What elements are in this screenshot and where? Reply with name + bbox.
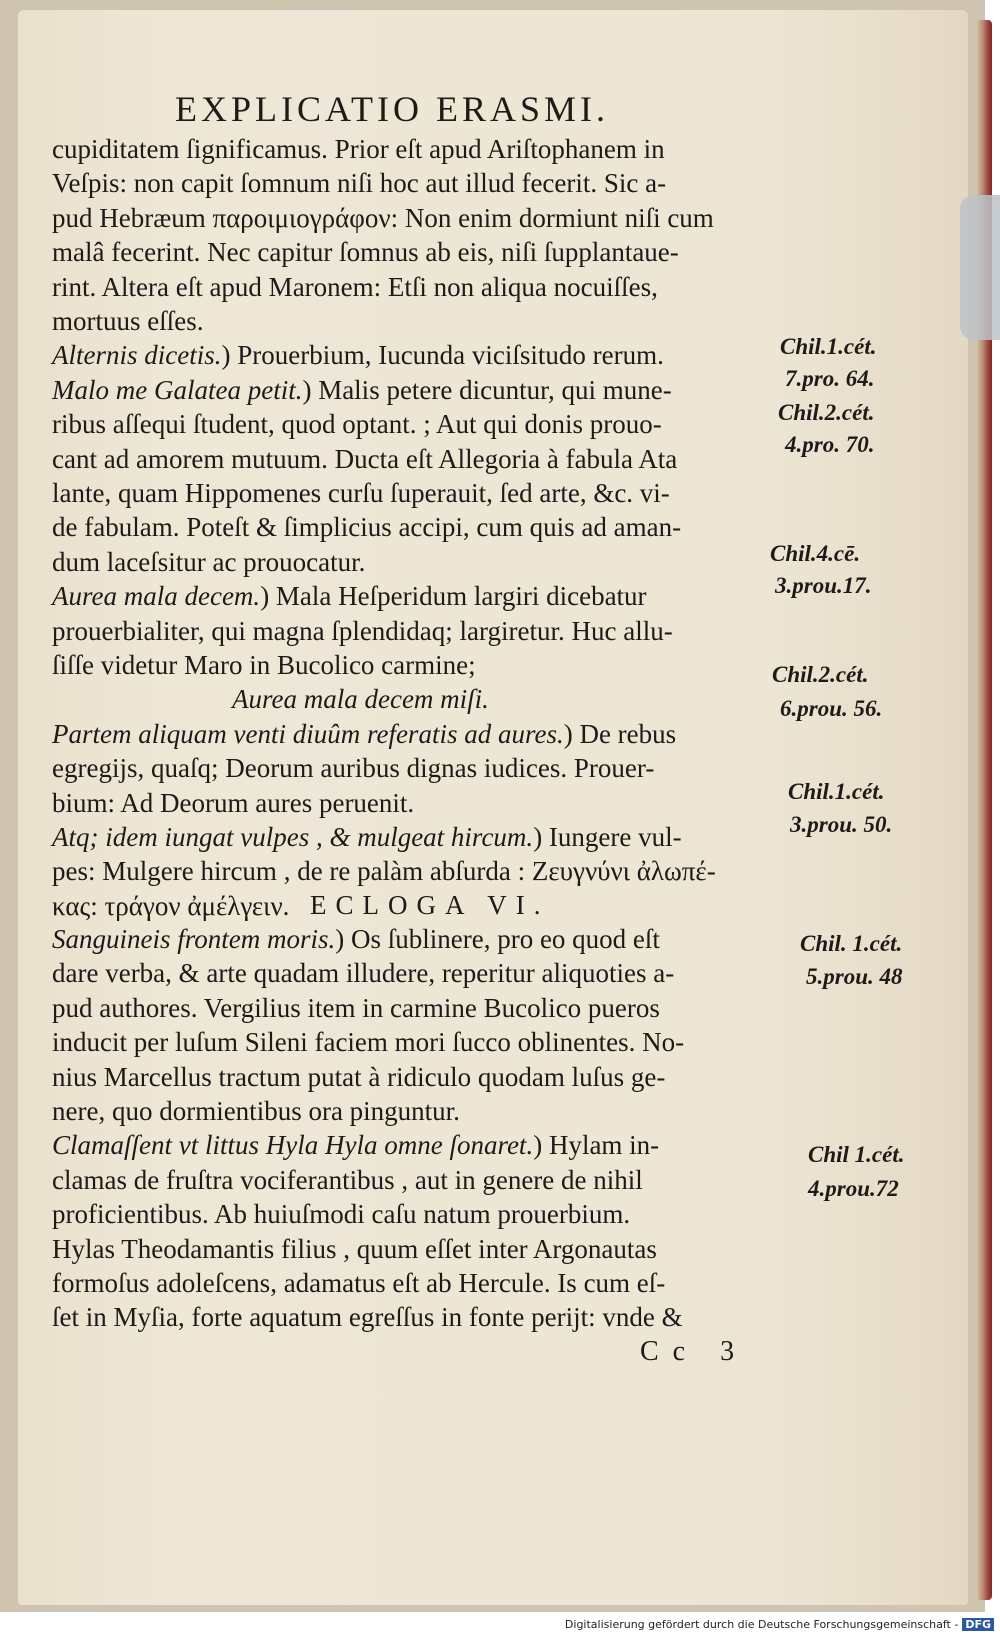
margin-note: Chil.1.cét. [788, 779, 885, 804]
text-line [52, 820, 682, 855]
text-line [52, 304, 203, 339]
margin-note: Chil.4.cē. [770, 541, 861, 566]
line-text: pes: Mulgere hircum , de re palàm abſurda : Ζευγνύνι ἀλωπέ- [52, 856, 716, 887]
margin-note: 3.prou.17. [775, 573, 872, 598]
line-text: cant ad amorem mutuum. Ducta eſt Allegoria à fabula Ata [52, 443, 678, 474]
line-text: pud authores. Vergilius item in carmine Bucolico pueros [52, 992, 660, 1023]
line-text: egregijs, quaſq; Deorum auribus dignas iudices. Prouer- [52, 753, 655, 784]
footer-text: Digitalisierung gefördert durch die Deutsche Forschungsgemeinschaft - [564, 1618, 959, 1631]
margin-note: 6.prou. 56. [780, 696, 883, 721]
text-line [52, 235, 679, 270]
margin-note: 5.prou. 48 [806, 964, 903, 989]
text-line [52, 1163, 643, 1198]
text-line [52, 751, 654, 786]
line-text: ) Hylam in- [533, 1130, 660, 1161]
lemma: Malo me Galatea petit. [52, 374, 303, 405]
line-text: nius Marcellus tractum putat à ridiculo quodam luſus ge- [52, 1061, 666, 1092]
text-line [52, 373, 672, 408]
text-line [52, 510, 681, 545]
line-text: ſet in Myſia, forte aquatum egreſſus in fonte perijt: vnde & [52, 1302, 683, 1333]
line-text: cupiditatem ſignificamus. Prior eſt apud Ariſtophanem in [52, 134, 665, 164]
margin-note: 3.prou. 50. [790, 812, 893, 837]
text-line [52, 1300, 683, 1335]
line-text: inducit per luſum Sileni faciem mori ſucco oblinentes. No- [52, 1027, 685, 1058]
line-text: Veſpis: non capit ſomnum niſi hoc aut illud fecerit. Sic a- [52, 168, 667, 199]
line-text: ) Os ſublinere, pro eo quod eſt [335, 924, 660, 954]
line-text: rint. Altera eſt apud Maronem: Etſi non aliqua nocuiſſes, [52, 271, 658, 302]
text-line [52, 407, 662, 442]
line-text: Hylas Theodamantis filius , quum eſſet inter Argonautas [52, 1233, 657, 1264]
text-line [52, 1025, 684, 1060]
margin-note: Chil 1.cét. [808, 1142, 905, 1167]
text-line [52, 786, 414, 821]
line-text: de fabulam. Poteſt & ſimplicius accipi, cum quis ad aman- [52, 512, 682, 543]
text-line [52, 1060, 665, 1095]
text-line [52, 442, 677, 477]
margin-note: Chil. 1.cét. [800, 931, 903, 956]
text-line [232, 682, 489, 717]
line-text: ſiſſe videtur Maro in Bucolico carmine; [52, 650, 476, 680]
margin-note: 7.pro. 64. [785, 366, 875, 391]
line-text: bium: Ad Deorum aures peruenit. [52, 787, 415, 818]
margin-note: Chil.1.cét. [780, 334, 877, 359]
line-text: mortuus eſſes. [52, 306, 204, 336]
lemma: Alternis dicetis. [52, 340, 222, 371]
line-text: formoſus adoleſcens, adamatus eſt ab Hercule. Is cum eſ- [52, 1268, 666, 1298]
text-line [52, 922, 660, 957]
line-text: lante, quam Hippomenes curſu ſuperauit, ſed arte, &c. vi- [52, 478, 670, 508]
text-line [52, 338, 664, 373]
text-line [52, 545, 365, 580]
line-text: dare verba, & arte quadam illudere, reperitur aliquoties a- [52, 958, 675, 989]
line-text: pud Hebræum παροιμιογράφον: Non enim dormiunt niſi cum [52, 202, 714, 233]
line-text: ribus aſſequi ſtudent, quod optant. ; Aut qui donis prouo- [52, 409, 662, 440]
text-line [52, 854, 716, 889]
lemma: Atq; idem iungat vulpes , & mulgeat hircum. [52, 822, 534, 852]
text-line [52, 889, 289, 924]
text-line [52, 1232, 657, 1267]
margin-note: 4.prou.72 [808, 1176, 899, 1201]
lemma: Clamaſſent vt littus Hyla Hyla omne ſonaret. [52, 1130, 534, 1161]
section-title: ECLOGA VI. [310, 890, 550, 920]
line-text: malâ fecerint. Nec capitur ſomnus ab eis, niſi ſupplantaue- [52, 237, 679, 268]
text-line [52, 991, 660, 1026]
text-line [52, 270, 658, 305]
text-line [52, 166, 666, 201]
footer-credit [565, 1618, 994, 1631]
text-line [52, 717, 676, 752]
dfg-logo: DFG [962, 1618, 994, 1631]
text-line [52, 1266, 665, 1301]
line-text: ) Mala Heſperidum largiri dicebatur [260, 581, 647, 612]
margin-note: 4.pro. 70. [785, 432, 875, 457]
line-text: ) Iungere vul- [533, 822, 682, 852]
line-text: prouerbialiter, qui magna ſplendidaq; largiretur. Huc allu- [52, 615, 673, 646]
text-line [52, 1094, 460, 1129]
text-line [52, 476, 670, 511]
bookmark-tab [960, 195, 1000, 340]
lemma: Partem aliquam venti diuûm referatis ad aures. [52, 718, 564, 749]
text-line [52, 956, 674, 991]
text-line [52, 579, 647, 614]
line-text: ) Malis petere dicuntur, qui mune- [302, 374, 672, 405]
line-text: nere, quo dormientibus ora pinguntur. [52, 1096, 460, 1126]
text-line [52, 614, 673, 649]
margin-note: Chil.2.cét. [778, 400, 875, 425]
text-line [52, 201, 714, 236]
text-line [52, 1197, 630, 1232]
text-line [52, 1128, 659, 1163]
line-text: ) Prouerbium, Iucunda viciſsitudo rerum. [221, 340, 664, 371]
margin-note: Chil.2.cét. [772, 662, 869, 687]
text-line [52, 132, 665, 167]
lemma: Aurea mala decem miſi. [232, 684, 489, 715]
line-text: dum laceſsitur ac prouocatur. [52, 546, 366, 577]
text-line [52, 648, 476, 683]
line-text: ) De rebus [563, 718, 677, 749]
line-text: proficientibus. Ab huiuſmodi caſu natum prouerbium. [52, 1199, 631, 1230]
running-header: EXPLICATIO ERASMI. [175, 89, 610, 129]
signature-mark: Cc 3 [640, 1336, 749, 1367]
lemma: Aurea mala decem. [52, 581, 261, 612]
line-text: clamas de fruſtra vociferantibus , aut in genere de nihil [52, 1164, 643, 1195]
line-text: κας: τράγον ἀμέλγειν. [52, 890, 290, 921]
lemma: Sanguineis frontem moris. [52, 924, 336, 954]
